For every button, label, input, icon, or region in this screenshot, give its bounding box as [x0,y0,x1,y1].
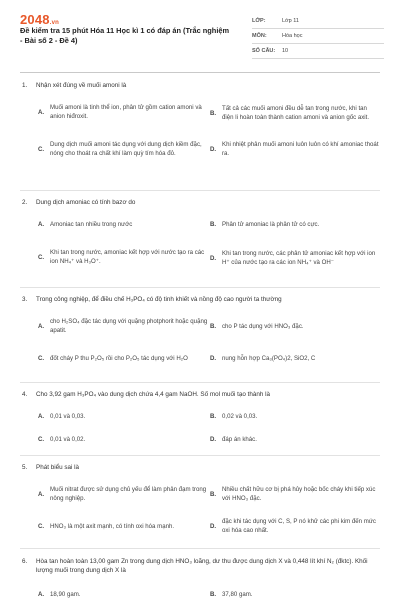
meta-value: Hóa học [282,33,303,39]
question-4 [22,390,380,443]
option-letter: D. [210,435,217,443]
question-stem [22,81,380,90]
option-text: 0,01 và 0,03. [50,412,86,420]
option-text: 0,01 và 0,02. [50,435,86,443]
option-b[interactable] [210,411,380,423]
question-text: Phát biểu sai là [36,464,80,471]
option-text: Amoniac tan nhiều trong nước [50,220,133,228]
question-2 [22,198,380,266]
option-text: 18,90 gam. [50,590,81,598]
option-text: Dung dịch muối amoni tác dụng với dung dịch kiềm đặc, nóng cho thoát ra chất khí làm quỳ tím hóa đỏ. [50,141,202,157]
question-number: 3. [22,296,28,303]
logo-main: 2048 [20,12,50,27]
option-letter: C. [38,522,45,530]
question-number: 4. [22,391,28,398]
option-text: cho P tác dụng với HNO₃ đặc. [222,322,304,330]
option-a[interactable] [38,315,208,339]
question-text: Nhận xét đúng về muối amoni là [36,82,127,89]
question-stem [22,198,380,207]
option-text: đốt cháy P thu P₂O₅ rồi cho P₂O₅ tác dụng với H₂O [50,354,188,362]
question-1 [22,81,380,157]
question-stem [22,463,380,472]
question-text: Trong công nghiệp, để điều chế H₃PO₄ có độ tinh khiết và nồng độ cao người ta thường [36,296,282,303]
option-text: cho H₂SO₄ đặc tác dụng với quặng photphorit hoặc quặng apatit. [50,318,208,334]
option-text: Phân tử amoniac là phân tử có cực. [222,220,320,228]
header-divider [20,72,380,73]
question-divider [20,382,380,383]
option-b[interactable] [210,218,380,232]
option-d[interactable] [210,139,380,161]
question-3 [22,295,380,362]
logo-suffix: .vn [49,20,60,26]
option-b[interactable] [210,320,380,334]
meta-row-subject [252,29,384,44]
option-text: Muối amoni là tinh thể ion, phân tử gồm cation amoni và anion hiđroxit. [50,104,202,120]
meta-row-class [252,14,384,29]
option-d[interactable] [210,434,380,446]
option-text: Khi tan trong nước, các phân tử amoniac kết hợp với ion H⁺ của nước tạo ra các ion NH₄⁺ và OH⁻ [222,250,376,266]
question-divider [20,287,380,288]
option-letter: C. [38,354,45,362]
option-a[interactable] [38,99,208,127]
option-a[interactable] [38,411,208,423]
option-letter: D. [210,145,217,153]
option-text: đáp án khác. [222,435,257,443]
option-text: 0,02 và 0,03. [222,412,258,420]
option-letter: B. [210,109,217,117]
option-text: nung hỗn hợp Ca₃(PO₄)2, SiO2, C [222,354,316,362]
question-stem [22,557,380,575]
option-c[interactable] [38,246,208,270]
meta-key: SỐ CÂU: [252,48,276,54]
option-letter: B. [210,412,217,420]
option-c[interactable] [38,434,208,446]
option-c[interactable] [38,347,208,371]
option-letter: C. [38,435,45,443]
question-number: 6. [22,558,28,565]
meta-value: 10 [282,48,289,54]
option-text: Khi tan trong nước, amoniac kết hợp với nước tạo ra các ion NH₄⁺ và H₃O⁺. [50,249,205,265]
option-text: đặc khi tác dụng với C, S, P nó khử các phi kim đến mức oxi hóa cao nhất. [222,518,376,534]
question-stem [22,390,380,399]
document-title: Đề kiểm tra 15 phút Hóa 11 Học kì 1 có đáp án (Trắc nghiệm - Bài số 2 - Đề 4) [20,26,230,45]
option-text: Khi nhiệt phân muối amoni luôn luôn có khí amoniac thoát ra. [222,141,379,157]
meta-key: MÔN: [252,33,267,39]
option-d[interactable] [210,352,380,366]
option-letter: D. [210,522,217,530]
option-b[interactable] [210,97,380,131]
option-letter: A. [38,322,45,330]
option-letter: C. [38,145,45,153]
option-c[interactable] [38,135,208,165]
option-letter: D. [210,254,217,262]
option-b[interactable] [210,589,380,601]
meta-value: Lớp 11 [282,18,299,24]
page-header [0,0,400,62]
option-letter: A. [38,220,45,228]
option-letter: A. [38,108,45,116]
option-a[interactable] [38,589,208,601]
option-a[interactable] [38,218,208,232]
option-letter: A. [38,412,45,420]
option-a[interactable] [38,483,208,507]
question-number: 1. [22,82,28,89]
question-divider [20,455,380,456]
option-text: Muối nitrat được sử dụng chủ yếu để làm phân đạm trong nông nghiệp. [50,486,207,502]
option-text: Tất cả các muối amoni đều dễ tan trong nước, khi tan điện li hoàn toàn thành cation amoni và anion gốc axit. [222,105,370,121]
question-number: 2. [22,199,28,206]
option-letter: B. [210,322,217,330]
question-6 [22,557,380,598]
question-text: Dung dịch amoniac có tính bazơ do [36,199,136,206]
meta-key: LỚP: [252,18,266,24]
option-d[interactable] [210,242,380,276]
option-letter: A. [38,490,45,498]
meta-table [252,14,384,59]
option-letter: D. [210,354,217,362]
option-d[interactable] [210,515,380,539]
option-text: Nhiều chất hữu cơ bị phá hủy hoặc bốc cháy khi tiếp xúc với HNO₃ đặc. [222,486,376,502]
option-b[interactable] [210,483,380,507]
option-letter: A. [38,590,45,598]
question-text: Hòa tan hoàn toàn 13,00 gam Zn trong dung dịch HNO₃ loãng, dư thu được dung dịch X và 0,448 lít khí N₂ (đktc). Khối lượng muối trong dung dịch X là [36,558,368,574]
option-letter: B. [210,220,217,228]
option-c[interactable] [38,515,208,539]
option-letter: B. [210,590,217,598]
meta-row-count [252,44,384,59]
option-letter: C. [38,253,45,261]
option-letter: B. [210,490,217,498]
question-5 [22,463,380,534]
option-text: HNO₃ là một axit mạnh, có tính oxi hóa mạnh. [50,522,175,530]
option-text: 37,80 gam. [222,590,253,598]
question-number: 5. [22,464,28,471]
question-divider [20,548,380,549]
site-logo[interactable] [20,12,59,27]
question-divider [20,190,380,191]
question-text: Cho 3,92 gam H₃PO₄ vào dung dịch chứa 4,4 gam NaOH. Số mol muối tạo thành là [36,391,271,398]
question-stem [22,295,380,304]
